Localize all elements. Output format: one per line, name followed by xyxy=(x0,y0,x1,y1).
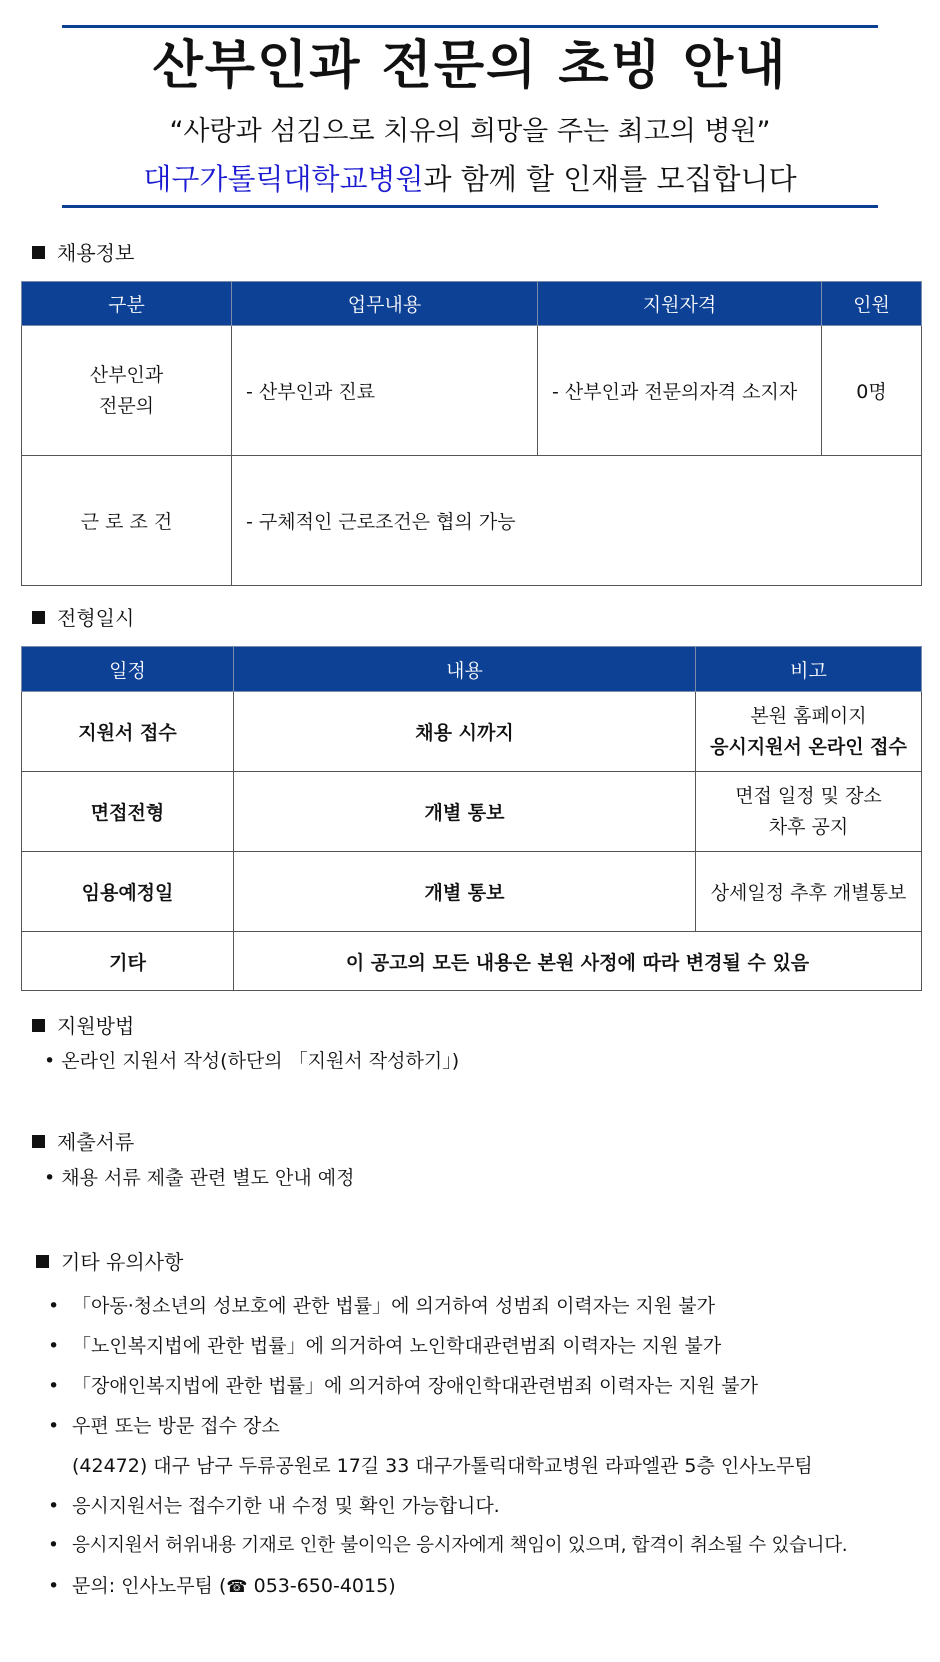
etc-label: 기타 xyxy=(22,932,234,991)
square-bullet-icon xyxy=(32,1019,45,1032)
hospital-name: 대구가톨릭대학교병원 xyxy=(143,162,424,196)
header-note: 비고 xyxy=(696,647,922,692)
content-cell: 채용 시까지 xyxy=(234,692,696,772)
bullet: • xyxy=(48,1575,60,1597)
bullet: • xyxy=(48,1375,60,1397)
hospital-slogan: “사랑과 섬김으로 치유의 희망을 주는 최고의 병원” xyxy=(169,116,771,147)
table-row xyxy=(22,932,922,991)
schedule-table xyxy=(21,646,922,991)
section-title: 채용정보 xyxy=(57,241,135,265)
content-cell: 개별 통보 xyxy=(234,852,696,932)
section-notes-heading xyxy=(36,1248,183,1276)
note-line2: 응시지원서 온라인 접수 xyxy=(710,735,907,758)
count-cell: 0명 xyxy=(822,326,922,456)
header-category: 구분 xyxy=(22,282,232,326)
section-title: 지원방법 xyxy=(57,1014,135,1038)
note-text: 「장애인복지법에 관한 법률」에 의거하여 장애인학대관련범죄 이력자는 지원 불가 xyxy=(72,1375,758,1397)
list-item xyxy=(48,1492,500,1520)
bullet: • xyxy=(48,1495,60,1517)
category-line1: 산부인과 xyxy=(89,363,164,386)
square-bullet-icon xyxy=(32,246,45,259)
list-item xyxy=(48,1412,280,1440)
table-header-row xyxy=(22,282,922,326)
header-schedule: 일정 xyxy=(22,647,234,692)
bottom-rule xyxy=(62,205,878,208)
note-text: 응시지원서 허위내용 기재로 인한 불이익은 응시자에게 책임이 있으며, 합격이 취소될 수 있습니다. xyxy=(72,1535,848,1556)
note-cell xyxy=(696,772,922,852)
table-row xyxy=(22,772,922,852)
section-title: 기타 유의사항 xyxy=(61,1250,184,1274)
section-documents-heading xyxy=(32,1128,134,1156)
table-row xyxy=(22,852,922,932)
schedule-cell: 면접전형 xyxy=(22,772,234,852)
square-bullet-icon xyxy=(32,1135,45,1148)
note-text: 우편 또는 방문 접수 장소 xyxy=(72,1415,280,1437)
list-item xyxy=(48,1332,721,1360)
category-cell xyxy=(22,326,232,456)
contact-item xyxy=(48,1572,396,1601)
schedule-cell: 임용예정일 xyxy=(22,852,234,932)
duty-cell: - 산부인과 진료 xyxy=(232,326,538,456)
header-count: 인원 xyxy=(822,282,922,326)
recruit-suffix: 과 함께 할 인재를 모집합니다 xyxy=(423,162,797,196)
phone-icon: ☎ xyxy=(226,1577,248,1597)
section-title: 제출서류 xyxy=(57,1130,135,1154)
list-item xyxy=(48,1372,758,1400)
note-text: 「아동·청소년의 성보호에 관한 법률」에 의거하여 성범죄 이력자는 지원 불가 xyxy=(72,1295,715,1317)
bullet: • xyxy=(48,1295,60,1317)
table-header-row xyxy=(22,647,922,692)
note-text: 응시지원서는 접수기한 내 수정 및 확인 가능합니다. xyxy=(72,1495,500,1517)
note-line1: 본원 홈페이지 xyxy=(750,704,867,727)
section-recruit-info-heading xyxy=(32,239,134,267)
note-cell xyxy=(696,692,922,772)
bullet: • xyxy=(48,1535,59,1556)
bullet: • xyxy=(48,1335,60,1357)
table-row xyxy=(22,326,922,456)
header-qualification: 지원자격 xyxy=(538,282,822,326)
table-row xyxy=(22,456,922,586)
section-title: 전형일시 xyxy=(57,606,135,630)
schedule-cell: 지원서 접수 xyxy=(22,692,234,772)
content-cell: 개별 통보 xyxy=(234,772,696,852)
note-line1: 면접 일정 및 장소 xyxy=(735,784,882,807)
list-item xyxy=(48,1292,715,1320)
documents-item: • 채용 서류 제출 관련 별도 안내 예정 xyxy=(44,1167,355,1189)
note-cell: 상세일정 추후 개별통보 xyxy=(696,852,922,932)
recruit-line xyxy=(0,158,940,200)
etc-content: 이 공고의 모든 내용은 본원 사정에 따라 변경될 수 있음 xyxy=(234,932,922,991)
note-text: 「노인복지법에 관한 법률」에 의거하여 노인학대관련범죄 이력자는 지원 불가 xyxy=(72,1335,722,1357)
note-line2: 차후 공지 xyxy=(768,815,849,838)
table-row xyxy=(22,692,922,772)
apply-method-item: • 온라인 지원서 작성(하단의 「지원서 작성하기」) xyxy=(44,1050,460,1072)
contact-prefix: 문의: 인사노무팀 ( xyxy=(72,1575,227,1597)
header-duty: 업무내용 xyxy=(232,282,538,326)
page-title: 산부인과 전문의 초빙 안내 xyxy=(152,36,788,96)
bullet: • xyxy=(48,1415,60,1437)
header-content: 내용 xyxy=(234,647,696,692)
section-apply-method-heading xyxy=(32,1012,134,1040)
category-line2: 전문의 xyxy=(98,394,155,417)
list-item xyxy=(48,1532,847,1560)
recruit-info-table xyxy=(21,281,922,586)
working-conditions-label: 근 로 조 건 xyxy=(22,456,232,586)
section-schedule-heading xyxy=(32,604,134,632)
working-conditions-cell: - 구체적인 근로조건은 협의 가능 xyxy=(232,456,922,586)
contact-number: 053-650-4015) xyxy=(247,1575,396,1597)
square-bullet-icon xyxy=(32,611,45,624)
square-bullet-icon xyxy=(36,1255,49,1268)
qualification-cell: - 산부인과 전문의자격 소지자 xyxy=(538,326,822,456)
address-text: (42472) 대구 남구 두류공원로 17길 33 대구가톨릭대학교병원 라파엘관 5층 인사노무팀 xyxy=(72,1455,813,1477)
